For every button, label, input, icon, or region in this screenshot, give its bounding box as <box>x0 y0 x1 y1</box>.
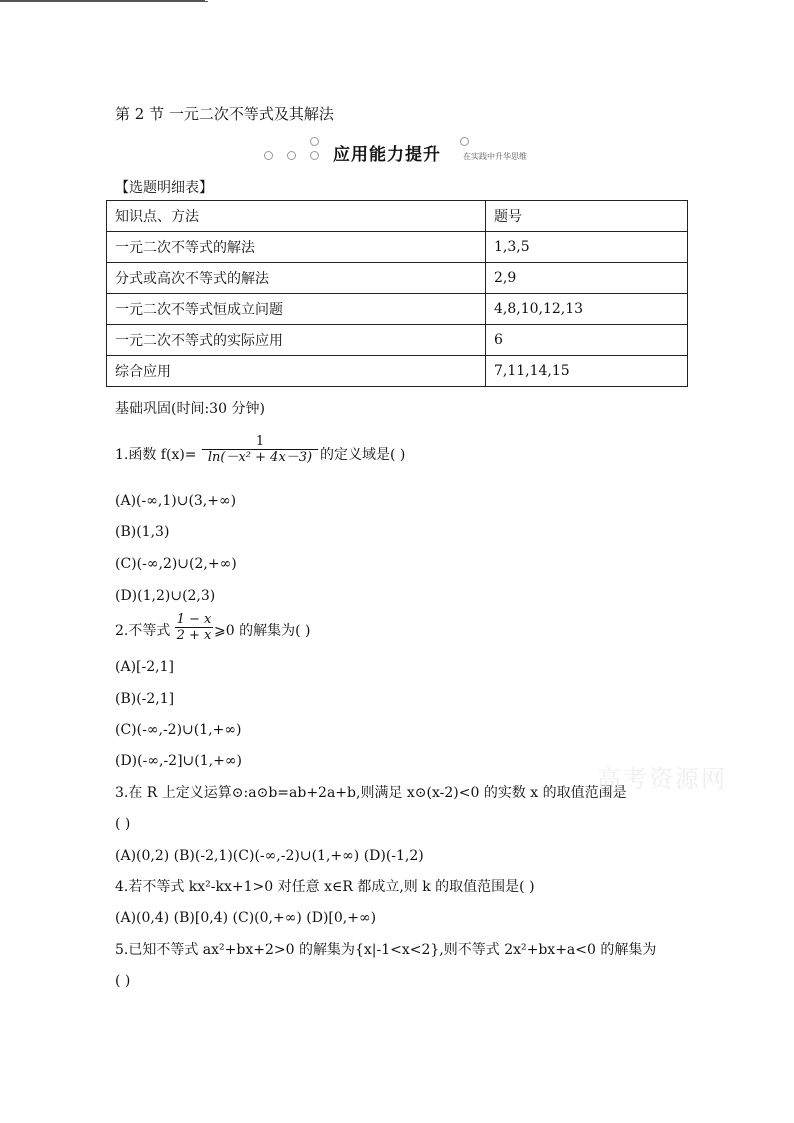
table-header-cell: 知识点、方法 <box>107 201 486 232</box>
table-cell: 2,9 <box>486 263 688 294</box>
table-cell: 7,11,14,15 <box>486 356 688 387</box>
banner-subtitle: 在实践中升华思维 <box>463 152 527 161</box>
option-a: (A)[-2,1] <box>115 659 174 675</box>
section-title: 第 2 节 一元二次不等式及其解法 <box>115 105 334 123</box>
fraction-numerator: 1 − x <box>176 612 212 627</box>
question-5-stem: 5.已知不等式 ax²+bx+2>0 的解集为{x|-1<x<2},则不等式 2x²+bx+a<0 的解集为 <box>115 942 657 958</box>
fraction-numerator: 1 <box>255 434 265 449</box>
question-5-blank: ( ) <box>115 973 131 989</box>
section-heading: 基础巩固(时间:30 分钟) <box>115 401 265 417</box>
question-1-fraction <box>202 434 318 465</box>
table-header-row <box>107 201 688 232</box>
table-row <box>107 356 688 387</box>
table-cell: 分式或高次不等式的解法 <box>107 263 486 294</box>
table-row <box>107 325 688 356</box>
table-cell: 一元二次不等式的实际应用 <box>107 325 486 356</box>
question-2-prefix: 2.不等式 <box>115 623 171 639</box>
table-row <box>107 232 688 263</box>
question-4-options: (A)(0,4) (B)[0,4) (C)(0,+∞) (D)[0,+∞) <box>115 910 377 926</box>
question-2-suffix: ⩾0 的解集为( ) <box>214 623 311 639</box>
table-title: 【选题明细表】 <box>115 180 213 196</box>
table-cell: 一元二次不等式恒成立问题 <box>107 294 486 325</box>
table-row <box>107 263 688 294</box>
table-cell: 6 <box>486 325 688 356</box>
question-2-fraction <box>175 612 213 643</box>
circle-icon <box>310 151 319 160</box>
fraction-denominator: 2 + x <box>176 628 212 643</box>
option-d: (D)(-∞,-2]∪(1,+∞) <box>115 753 242 769</box>
topic-table <box>106 200 688 387</box>
question-1-prefix: 1.函数 f(x)= <box>115 447 197 463</box>
question-3-options: (A)(0,2) (B)(-2,1)(C)(-∞,-2)∪(1,+∞) (D)(-1,2) <box>115 848 424 864</box>
watermark: 高考资源网 <box>597 765 727 793</box>
option-d: (D)(1,2)∪(2,3) <box>115 588 216 604</box>
table-cell: 4,8,10,12,13 <box>486 294 688 325</box>
banner-rule-right <box>0 1 208 2</box>
option-a: (A)(-∞,1)∪(3,+∞) <box>115 493 237 509</box>
option-c: (C)(-∞,2)∪(2,+∞) <box>115 556 237 572</box>
circle-icon <box>460 137 469 146</box>
question-4-stem: 4.若不等式 kx²-kx+1>0 对任意 x∈R 都成立,则 k 的取值范围是( ) <box>115 879 535 895</box>
table-cell: 1,3,5 <box>486 232 688 263</box>
table-row <box>107 294 688 325</box>
option-c: (C)(-∞,-2)∪(1,+∞) <box>115 722 242 738</box>
table-cell: 综合应用 <box>107 356 486 387</box>
table-header-cell: 题号 <box>486 201 688 232</box>
banner-title: 应用能力提升 <box>333 145 441 165</box>
question-1-suffix: 的定义域是( ) <box>320 447 406 463</box>
question-3-blank: ( ) <box>115 816 131 832</box>
question-3-stem: 3.在 R 上定义运算⊙:a⊙b=ab+2a+b,则满足 x⊙(x-2)<0 的实数 x 的取值范围是 <box>115 785 627 801</box>
circle-icon <box>310 137 319 146</box>
fraction-denominator: ln(－x² + 4x－3) <box>207 450 313 465</box>
circle-icon <box>287 151 296 160</box>
option-b: (B)(-2,1] <box>115 691 175 707</box>
table-cell: 一元二次不等式的解法 <box>107 232 486 263</box>
circle-icon <box>264 151 273 160</box>
option-b: (B)(1,3) <box>115 524 170 540</box>
